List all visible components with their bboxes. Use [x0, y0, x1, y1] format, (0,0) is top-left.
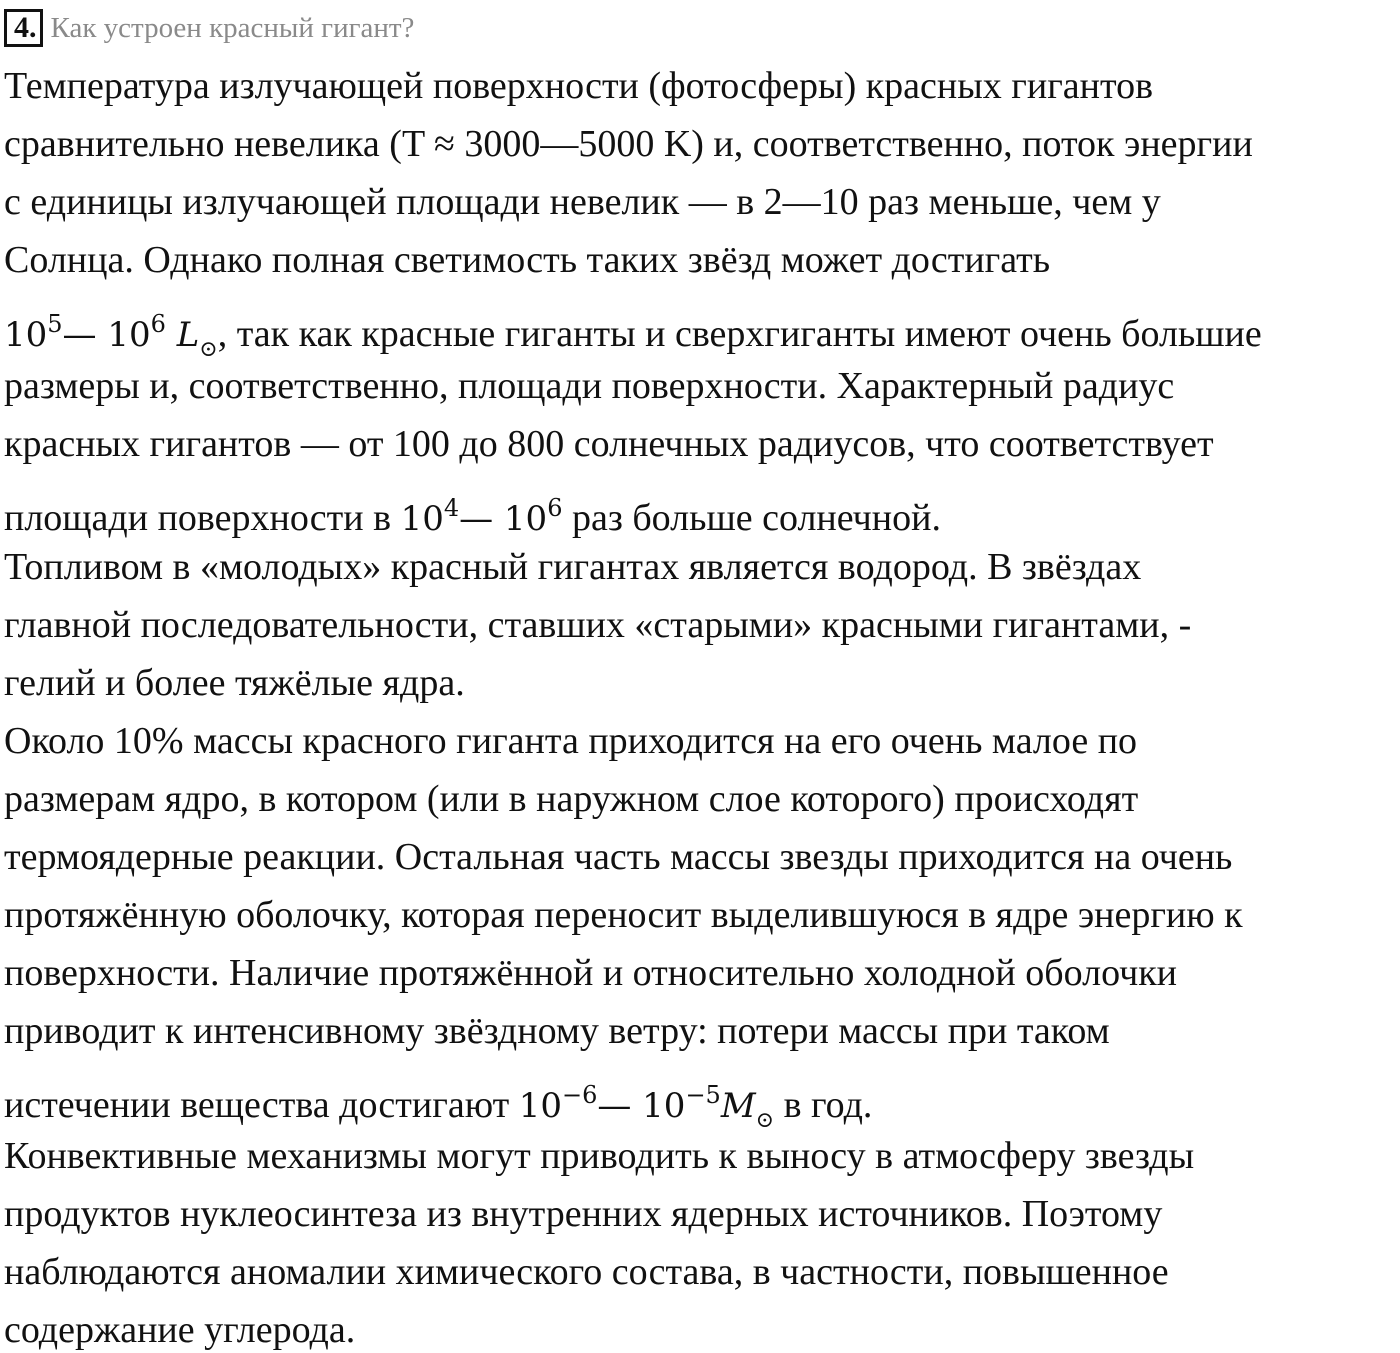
text-line: Солнца. Однако полная светимость таких звёзд может достигать — [4, 239, 1051, 281]
text-line: размерам ядро, в котором (или в наружном слое которого) происходят — [4, 778, 1139, 820]
mass-loss-formula: $10^{-6}—$ $10^{-5}M_⊙$ — [518, 1081, 775, 1133]
text-line: Около 10% массы красного гиганта приходится на его очень малое по — [4, 720, 1138, 762]
area-line: площади поверхности в $10^4—$ $10^6$ раз больше солнечной. — [4, 494, 941, 539]
text-line: термоядерные реакции. Остальная часть массы звезды приходится на очень — [4, 836, 1233, 878]
text-line: Топливом в «молодых» красный гигантах является водород. В звёздах — [4, 546, 1142, 588]
luminosity-formula: $10^5—$ $10^6$ $L_⊙$ — [4, 310, 218, 362]
text-line: размеры и, соответственно, площади поверхности. Характерный радиус — [4, 365, 1175, 407]
text-line: гелий и более тяжёлые ядра. — [4, 662, 465, 704]
area-formula: $10^4—$ $10^6$ — [400, 494, 563, 539]
text-line: главной последовательности, ставших «старыми» красными гигантами, - — [4, 604, 1192, 646]
text-line: с единицы излучающей площади невелик — в 2—10 раз меньше, чем у — [4, 181, 1161, 223]
text-line: содержание углерода. — [4, 1309, 356, 1351]
text-line: протяжённую оболочку, которая переносит выделившуюся в ядре энергию к — [4, 894, 1243, 936]
text-line: красных гигантов — от 100 до 800 солнечных радиусов, что соответствует — [4, 423, 1214, 465]
text-line: приводит к интенсивному звёздному ветру: потери массы при таком — [4, 1010, 1110, 1052]
text-line: сравнительно невелика (T ≈ 3000—5000 K) и, соответственно, поток энергии — [4, 123, 1253, 165]
text-line: продуктов нуклеосинтеза из внутренних ядерных источников. Поэтому — [4, 1193, 1163, 1235]
question-header — [4, 8, 414, 48]
question-number: 4. — [4, 9, 43, 47]
text-line: наблюдаются аномалии химического состава, в частности, повышенное — [4, 1251, 1169, 1293]
text-line: Конвективные механизмы могут приводить к выносу в атмосферу звезды — [4, 1135, 1195, 1177]
text-line: поверхности. Наличие протяжённой и относительно холодной оболочки — [4, 952, 1177, 994]
question-text: Как устроен красный гигант? — [50, 11, 415, 44]
mass-loss-line: истечении вещества достигают $10^{-6}—$ $10^{-5}M_⊙$ в год. — [4, 1081, 873, 1133]
luminosity-line: $10^5—$ $10^6$ $L_⊙$, так как красные гиганты и сверхгиганты имеют очень большие — [4, 310, 1262, 362]
text-line: Температура излучающей поверхности (фотосферы) красных гигантов — [4, 65, 1154, 107]
